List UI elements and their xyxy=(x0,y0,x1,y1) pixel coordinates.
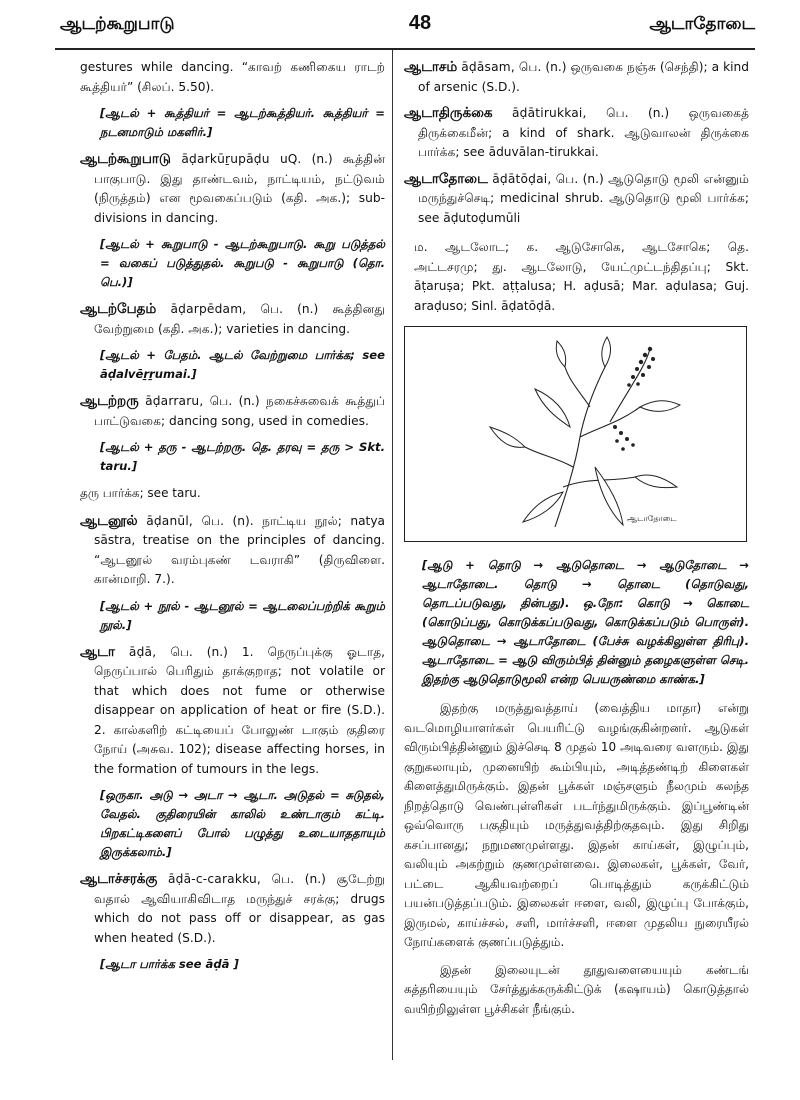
page-number: 48 xyxy=(408,12,432,34)
headword: ஆடாச்சரக்கு xyxy=(80,871,158,887)
entry-adanul xyxy=(80,512,385,590)
plant-illustration xyxy=(404,326,747,542)
transliteration: āḍanūl, xyxy=(146,513,193,528)
etymology: [ஆடா பார்க்க see āḍā ] xyxy=(100,957,239,971)
transliteration: āḍarraru, xyxy=(145,394,204,408)
entry-adarraru xyxy=(80,392,385,431)
transliteration: āḍā, xyxy=(128,644,157,659)
etymology: [ஆடல் + கூறுபாடு - ஆடற்கூறுபாடு. கூறு படுத்தல் = வகைப் படுத்துதல். கூறுபடு - கூறுபாடு (தொ. பெ.)] xyxy=(100,237,385,289)
entry-continuation xyxy=(80,58,385,97)
etymology: [ஆடல் + பேதம். ஆடல் வேற்றுமை பார்க்க; see āḍalvēṟṟumai.] xyxy=(100,348,385,381)
entry-adatodai xyxy=(404,170,749,229)
left-column xyxy=(80,58,385,982)
definition: பெ. (n.) ஆடுதொடு மூலி என்னும் மருந்துச்செடி; medicinal shrub. ஆடுதொடு மூலி பார்க்க; see āḍutoḍumūli xyxy=(418,171,750,225)
figure-caption: ஆடாதோடை xyxy=(627,514,677,523)
definition: பெ. (n). நாட்டிய நூல்; natya sāstra, treatise on the principles of dancing. “ஆடனூல் வரம்புகண் டவராகி” (திருவிளை. கான்மாறி. 7.). xyxy=(94,513,386,586)
entry-adarpedam xyxy=(80,300,385,339)
etymology: [ஆடல் + தரு - ஆடற்றரு. தெ. தரவு = தரு > Skt. taru.] xyxy=(100,440,385,473)
headword: ஆடற்பேதம் xyxy=(80,301,157,317)
transliteration: āḍarkūṟupāḍu xyxy=(181,152,270,166)
headword: ஆடா xyxy=(80,643,115,660)
column-divider xyxy=(392,50,393,1060)
etymology: [ஆடல் + நூல் - ஆடனூல் = ஆடலைப்பற்றிக் கூறும் நூல்.] xyxy=(100,598,385,632)
right-column xyxy=(404,58,749,1027)
transliteration: āḍāsam, xyxy=(461,60,515,74)
transliteration: āḍā-c-carakku, xyxy=(168,872,261,886)
headword: ஆடற்கூறுபாடு xyxy=(80,151,171,167)
headword: ஆடனூல் xyxy=(80,512,138,529)
definition: பெ. (n.) சூடேற்று வதால் ஆவியாகிவிடாத மருந்துச் சரக்கு; drugs which do not pass off or disappear, as gas when heated (S.D.). xyxy=(94,872,385,945)
transliteration: āḍātōḍai, xyxy=(492,171,552,186)
description-paragraph: இதற்கு மருத்துவத்தாய் (வைத்திய மாதா) என்று வடமொழியாளர்கள் பெயரிட்டு வழங்குகின்றனர். ஆடுகள் விரும்பித்தின்னும் இச்செடி 8 முதல் 10 அடிவரை வளரும். இது குறுகலாயும், முனையிற் கூம்பியும், அடித்தண்டிற் கிளைகள் கிளைத்துமிருக்கும். இதன் பூக்கள் மஞ்சளும் நீலமும் கலந்த நிறத்தொடு வெண்புள்ளிகள் படர்ந்துமிருக்கும். இப்பூண்டின் ஒவ்வொரு பகுதியும் மருத்துவத்திற்குதவும். இது சிறிது கசப்பானது; நறுமணமுள்ளது. இதன் காய்கள், இழுப்பும், வலியும் அகற்றும் குணமுள்ளவை. இலைகள், பூக்கள், வேர், பட்டை ஆகியவற்றைப் பொடித்தும் கருக்கிட்டும் பயன்படுத்தப்படும். இலைகள் ஈளை, வலி, இழுப்பு போக்கும், இருமல், காய்ச்சல், சளி, மார்ச்சளி, ஈளை முதலிய நுரையீரல் நோய்களைக் குணப்படுத்தும். xyxy=(404,701,749,949)
entry-adatirukkai xyxy=(404,104,749,163)
definition: பெ. (n.) ஒருவகை நஞ்சு (செந்தி); a kind of arsenic (S.D.). xyxy=(418,60,750,94)
entry-text: gestures while dancing. “காவற் கணிகைய ராடற் கூத்தியர்” (சிலப். 5.50). xyxy=(80,60,385,94)
header-left-word: ஆடற்கூறுபாடு xyxy=(60,14,175,34)
plant-drawing xyxy=(405,327,746,541)
definition: பெ. (n.) கூத்தினது வேற்றுமை (கதி. அக.); varieties in dancing. xyxy=(94,302,385,336)
headword: ஆடாதோடை xyxy=(404,170,488,187)
header-rule xyxy=(55,48,755,50)
cross-reference: தரு பார்க்க; see taru. xyxy=(80,486,201,500)
cognates: ம. ஆடலோட; க. ஆடுசோகெ, ஆடசோகெ; தெ. அட்டசரமு; து. ஆடலோடு, யேட்முட்டந்திதப்பு; Skt. āṭaruṣa; Pkt. aṭṭalusa; H. aḍusā; Mar. aḍulasa; Guj. araḍuso; Sinl. āḍatōḍā. xyxy=(414,240,749,313)
headword: ஆடாதிருக்கை xyxy=(404,105,493,121)
headword: ஆடற்றரு xyxy=(80,393,139,409)
transliteration: āḍātirukkai, xyxy=(511,106,587,120)
definition: பெ. (n.) ஒருவகைத் திருக்கைமீன்; a kind of shark. ஆடுவாலன் திருக்கை பார்க்க; see āduvālan-tirukkai. xyxy=(418,106,750,159)
entry-ada-c-carakku xyxy=(80,870,385,948)
etymology: [ஆடல் + கூத்தியர் = ஆடற்கூத்தியர். கூத்தியர் = நடனமாடும் மகளிர்.] xyxy=(100,106,385,139)
header-right-word: ஆடாதோடை xyxy=(649,14,755,34)
etymology: [ஒருகா. அடு → அடா → ஆடா. அடுதல் = சுடுதல், வேதல். குதிரையின் காலில் உண்டாகும் கட்டி. பிறகட்டிகளைப் போல் பழுத்து உடையாததாயும் இருக்கலாம்.] xyxy=(100,788,385,859)
entry-adarkurupadu xyxy=(80,150,385,228)
headword: ஆடாசம் xyxy=(404,59,458,75)
definition: பெ. (n.) நகைச்சுவைக் கூத்துப் பாட்டுவகை; dancing song, used in comedies. xyxy=(94,394,386,428)
transliteration: āḍarpēdam, xyxy=(170,302,247,316)
entry-adasam xyxy=(404,58,749,97)
definition: பெ. (n.) 1. நெருப்புக்கு ஓடாத, நெருப்பால் பெரிதும் தாக்குறாத; not volatile or that which does not fume or otherwise disappear on application of heat or fire (S.D.). 2. கால்களிற் கட்டியைப் போலுண் டாகும் குதிரை நோய் (அசுவ. 102); disease affecting horses, in the formation of tumours in the legs. xyxy=(94,644,386,776)
running-head xyxy=(60,14,755,44)
description-paragraph: இதன் இலையுடன் தூதுவளையையும் கண்டங் கத்தரியையும் சேர்த்துக்கருக்கிட்டுக் (கஷாயம்) கொடுத்தால் வயிற்றிலுள்ள பூச்சிகள் நீங்கும். xyxy=(404,962,749,1016)
definition: uQ. (n.) கூத்தின் பாகுபாடு. இது தாண்டவம், நாட்டியம், நட்டுவம் (நிருத்தம்) என மூவகைப்படும் (கதி. அக.); sub-divisions in dancing. xyxy=(94,152,386,225)
etymology: [ஆடு + தொடு → ஆடுதொடை → ஆடுதோடை → ஆடாதோடை. தொடு → தொடை (தொடுவது, தொடப்படுவது, தின்பது). ஒ.நோ: கொடு → கொடை (கொடுப்பது, கொடுக்கப்படுவது, கொடுக்கப்படும் பொருள்). ஆடுதொடை → ஆடாதோடை (பேச்சு வழக்கிலுள்ள திரிபு). ஆடாதோடை = ஆடு விரும்பித் தின்னும் தழைகளுள்ள செடி. இதற்கு ஆடுதொடுமூலி என்ற பெயருண்மை காண்க.] xyxy=(422,558,749,686)
entry-ada xyxy=(80,643,385,780)
